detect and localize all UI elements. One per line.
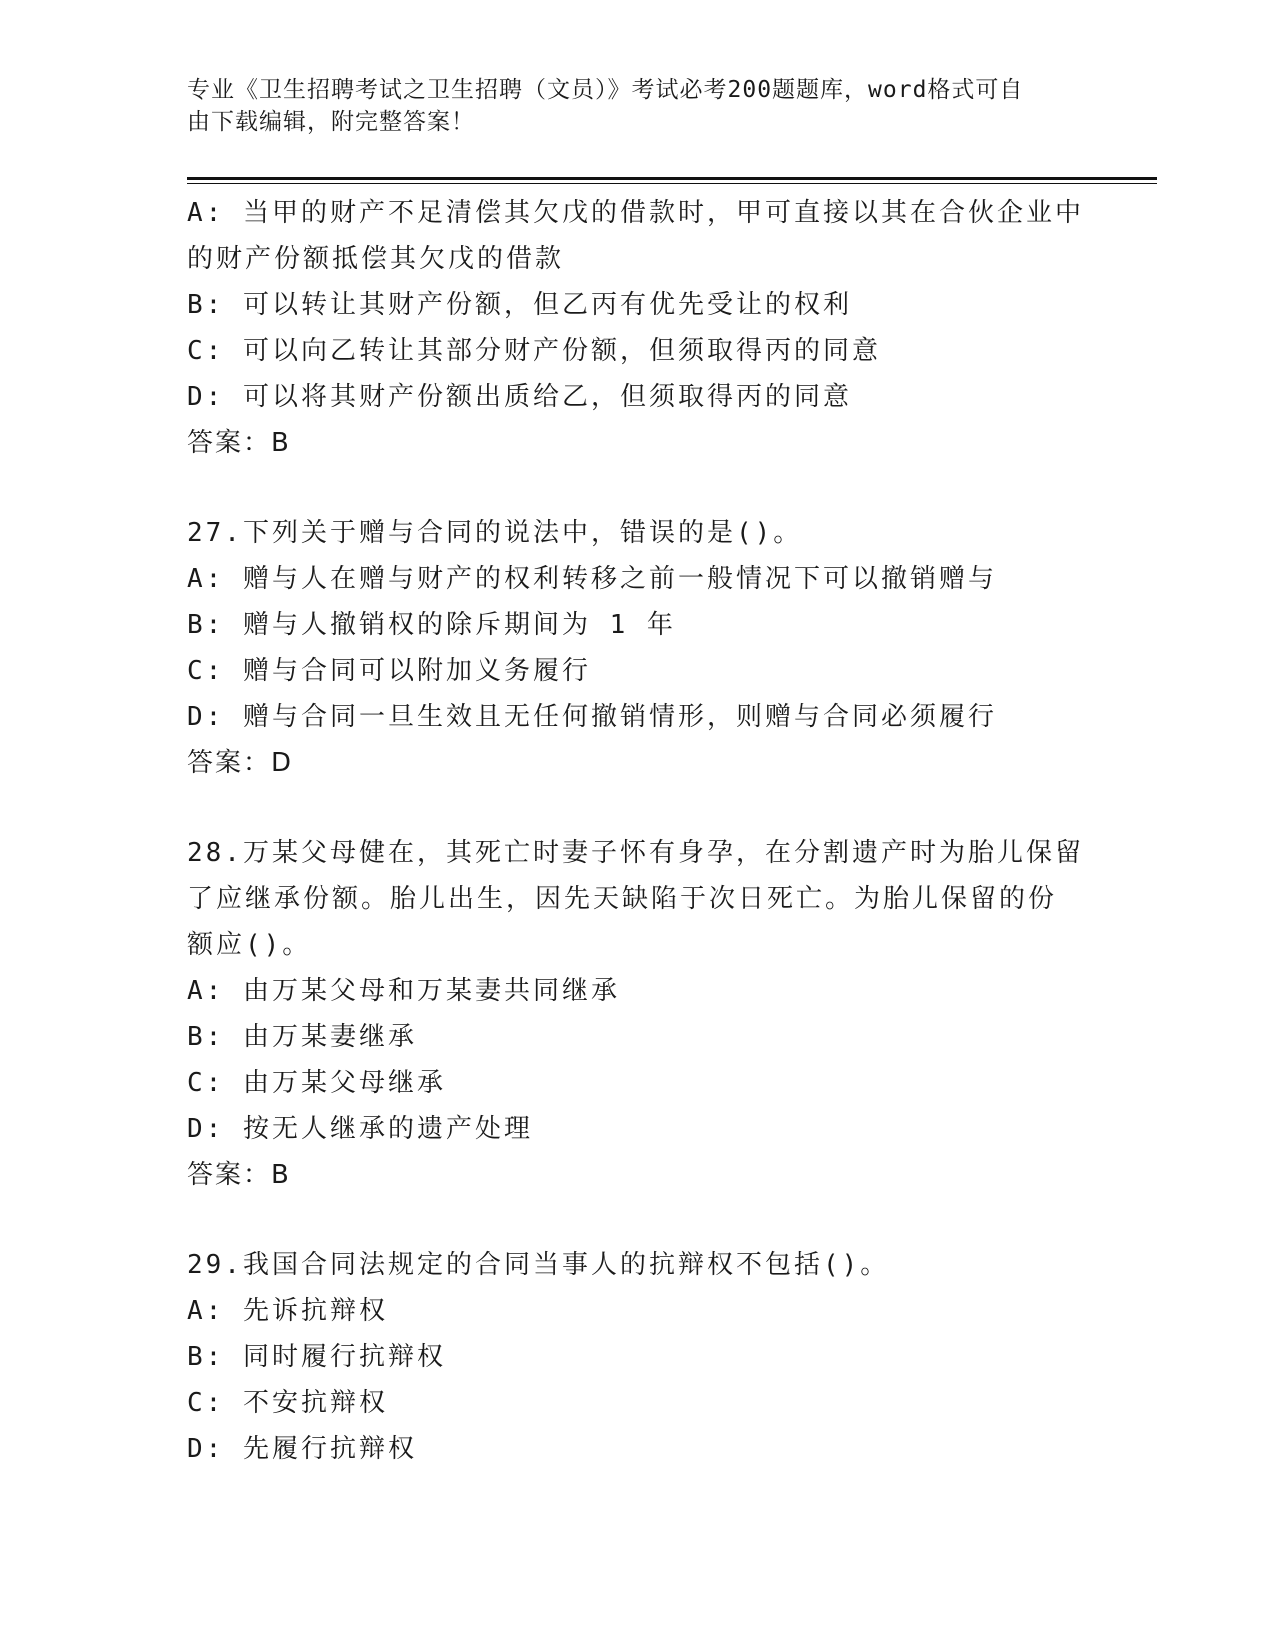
option-b: B: 由万某妻继承 (187, 1022, 417, 1052)
option-d: D: 按无人继承的遗产处理 (187, 1114, 533, 1144)
header-rule-thick (187, 177, 1157, 180)
option-b: B: 赠与人撤销权的除斥期间为 1 年 (187, 610, 676, 640)
question-stem: 29.我国合同法规定的合同当事人的抗辩权不包括()。 (187, 1250, 890, 1280)
option-b: B: 同时履行抗辩权 (187, 1342, 446, 1372)
header-title-line-2: 由下载编辑，附完整答案！ (187, 109, 475, 135)
option-d: D: 先履行抗辩权 (187, 1434, 417, 1464)
option-a: A: 先诉抗辩权 (187, 1296, 388, 1326)
question-block-29 (187, 1242, 1087, 1472)
option-b: B: 可以转让其财产份额，但乙丙有优先受让的权利 (187, 290, 852, 320)
option-c: C: 可以向乙转让其部分财产份额，但须取得丙的同意 (187, 336, 881, 366)
question-block-28 (187, 830, 1087, 1198)
header-rule-thin (187, 183, 1157, 184)
option-c: C: 由万某父母继承 (187, 1068, 446, 1098)
option-a: A: 由万某父母和万某妻共同继承 (187, 976, 620, 1006)
option-a: A: 赠与人在赠与财产的权利转移之前一般情况下可以撤销赠与 (187, 564, 997, 594)
option-c: C: 不安抗辩权 (187, 1388, 388, 1418)
document-header (187, 74, 1077, 138)
answer: 答案：B (187, 1160, 291, 1190)
question-block-prev (187, 190, 1087, 466)
option-c: C: 赠与合同可以附加义务履行 (187, 656, 591, 686)
option-a-cont: 的财产份额抵偿其欠戊的借款 (187, 244, 565, 274)
document-body (187, 190, 1087, 1472)
option-a: A: 当甲的财产不足清偿其欠戊的借款时，甲可直接以其在合伙企业中 (187, 198, 1084, 228)
answer: 答案：D (187, 748, 294, 778)
header-title-line-1: 专业《卫生招聘考试之卫生招聘（文员）》考试必考200题题库，word格式可自 (187, 77, 1024, 103)
question-stem: 27.下列关于赠与合同的说法中，错误的是()。 (187, 518, 803, 548)
question-block-27 (187, 510, 1087, 786)
option-d: D: 赠与合同一旦生效且无任何撤销情形，则赠与合同必须履行 (187, 702, 997, 732)
answer: 答案：B (187, 428, 291, 458)
question-stem-cont: 了应继承份额。胎儿出生，因先天缺陷于次日死亡。为胎儿保留的份 (187, 884, 1058, 914)
question-stem-cont: 额应()。 (187, 930, 312, 960)
option-d: D: 可以将其财产份额出质给乙，但须取得丙的同意 (187, 382, 852, 412)
question-stem: 28.万某父母健在，其死亡时妻子怀有身孕，在分割遗产时为胎儿保留 (187, 838, 1084, 868)
